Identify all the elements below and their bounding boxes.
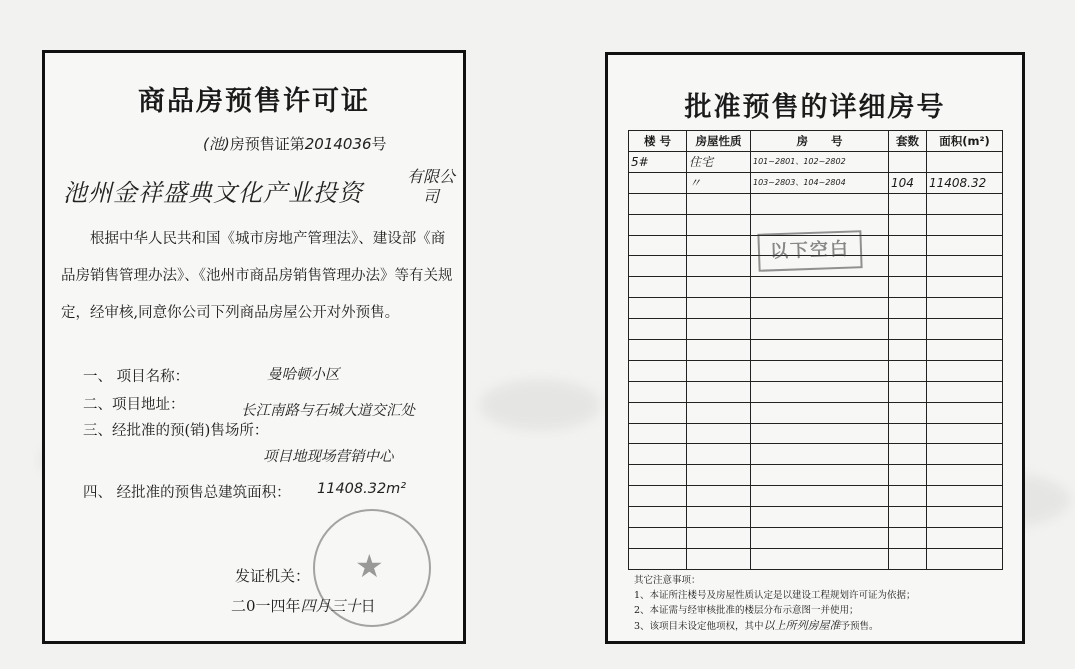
empty-cell bbox=[889, 402, 927, 423]
empty-cell bbox=[629, 381, 687, 402]
empty-cell bbox=[927, 193, 1003, 214]
note-2: 2、本证需与经审核批准的楼层分布示意图一并使用； bbox=[634, 605, 859, 616]
presale-permit-panel bbox=[42, 50, 466, 644]
company-suffix: 有限公司 bbox=[406, 167, 455, 206]
note-1: 1、本证所注楼号及房屋性质认定是以建设工程规划许可证为依据； bbox=[634, 590, 916, 601]
empty-cell bbox=[751, 465, 889, 486]
empty-cell bbox=[751, 507, 889, 528]
empty-cell bbox=[687, 548, 751, 569]
empty-cell bbox=[889, 423, 927, 444]
empty-cell bbox=[889, 548, 927, 569]
empty-cell bbox=[927, 256, 1003, 277]
empty-cell bbox=[629, 277, 687, 298]
empty-cell bbox=[751, 277, 889, 298]
item1-value: 曼哈顿小区 bbox=[267, 367, 340, 383]
empty-cell bbox=[889, 235, 927, 256]
empty-cell bbox=[687, 444, 751, 465]
cert-suffix: 号 bbox=[371, 135, 387, 153]
col-count: 套数 bbox=[889, 131, 927, 152]
empty-cell bbox=[927, 548, 1003, 569]
empty-cell bbox=[687, 423, 751, 444]
empty-cell bbox=[751, 444, 889, 465]
empty-cell bbox=[927, 214, 1003, 235]
empty-cell bbox=[751, 486, 889, 507]
company-name: 池州金祥盛典文化产业投资 bbox=[63, 179, 363, 207]
empty-cell bbox=[751, 319, 889, 340]
cell-area bbox=[927, 152, 1003, 173]
empty-cell bbox=[687, 360, 751, 381]
cell-building: 5# bbox=[629, 152, 687, 173]
cell-count bbox=[889, 152, 927, 173]
table-row bbox=[629, 277, 1003, 298]
table-row bbox=[629, 319, 1003, 340]
item4-value: 11408.32m² bbox=[317, 481, 407, 497]
empty-cell bbox=[751, 340, 889, 361]
cell-type: 住宅 bbox=[687, 152, 751, 173]
item1-label: 一、 项目名称： bbox=[83, 369, 190, 385]
empty-cell bbox=[889, 277, 927, 298]
empty-cell bbox=[927, 465, 1003, 486]
empty-cell bbox=[629, 340, 687, 361]
cell-type: 〃 bbox=[687, 172, 751, 193]
cert-prefix: (池) bbox=[203, 135, 230, 153]
empty-cell bbox=[629, 193, 687, 214]
permit-body bbox=[61, 221, 456, 332]
empty-cell bbox=[687, 340, 751, 361]
empty-cell bbox=[927, 528, 1003, 549]
room-detail-title: 批准预售的详细房号 bbox=[684, 92, 946, 123]
empty-cell bbox=[927, 277, 1003, 298]
empty-cell bbox=[629, 444, 687, 465]
empty-cell bbox=[889, 465, 927, 486]
empty-cell bbox=[889, 444, 927, 465]
empty-cell bbox=[751, 423, 889, 444]
empty-cell bbox=[629, 298, 687, 319]
empty-cell bbox=[751, 381, 889, 402]
col-type: 房屋性质 bbox=[687, 131, 751, 152]
empty-cell bbox=[687, 319, 751, 340]
empty-cell bbox=[927, 507, 1003, 528]
cell-count: 104 bbox=[889, 172, 927, 193]
cell-building bbox=[629, 172, 687, 193]
empty-cell bbox=[629, 319, 687, 340]
certificate-number bbox=[203, 133, 387, 154]
cell-area: 11408.32 bbox=[927, 172, 1003, 193]
empty-cell bbox=[687, 235, 751, 256]
empty-cell bbox=[687, 402, 751, 423]
empty-cell bbox=[687, 277, 751, 298]
item3-value: 项目地现场营销中心 bbox=[263, 449, 394, 465]
col-area: 面积(m²) bbox=[927, 131, 1003, 152]
table-row bbox=[629, 548, 1003, 569]
empty-cell bbox=[629, 423, 687, 444]
empty-cell bbox=[687, 486, 751, 507]
empty-cell bbox=[927, 444, 1003, 465]
empty-cell bbox=[629, 528, 687, 549]
empty-cell bbox=[927, 319, 1003, 340]
empty-cell bbox=[629, 235, 687, 256]
issuer-label: 发证机关： bbox=[235, 567, 311, 585]
empty-cell bbox=[629, 507, 687, 528]
empty-cell bbox=[629, 486, 687, 507]
note-3-b: 予预售。 bbox=[840, 621, 879, 632]
empty-cell bbox=[687, 528, 751, 549]
notes-title: 其它注意事项： bbox=[634, 575, 701, 586]
table-row bbox=[629, 423, 1003, 444]
empty-cell bbox=[687, 214, 751, 235]
empty-cell bbox=[687, 193, 751, 214]
cell-rooms: 101~2801、102~2802 bbox=[751, 152, 889, 173]
note-3-a: 3、该项目未设定他项权，其中 bbox=[634, 621, 764, 632]
item2-label: 二、项目地址： bbox=[83, 397, 185, 413]
table-row bbox=[629, 172, 1003, 193]
empty-cell bbox=[629, 360, 687, 381]
empty-cell bbox=[751, 548, 889, 569]
empty-cell bbox=[889, 528, 927, 549]
table-row bbox=[629, 381, 1003, 402]
empty-cell bbox=[927, 486, 1003, 507]
table-row bbox=[629, 193, 1003, 214]
table-row bbox=[629, 298, 1003, 319]
empty-cell bbox=[927, 340, 1003, 361]
table-row bbox=[629, 360, 1003, 381]
empty-cell bbox=[889, 381, 927, 402]
empty-cell bbox=[751, 528, 889, 549]
room-detail-panel bbox=[605, 52, 1025, 644]
empty-cell bbox=[889, 319, 927, 340]
empty-cell bbox=[687, 507, 751, 528]
empty-cell bbox=[889, 214, 927, 235]
empty-cell bbox=[751, 298, 889, 319]
empty-cell bbox=[927, 235, 1003, 256]
item4-label: 四、 经批准的预售总建筑面积： bbox=[83, 485, 291, 501]
empty-cell bbox=[629, 402, 687, 423]
room-table bbox=[628, 130, 1003, 570]
note-3 bbox=[634, 618, 1004, 634]
issue-date bbox=[231, 595, 376, 616]
empty-cell bbox=[927, 360, 1003, 381]
empty-cell bbox=[629, 256, 687, 277]
date-hand: 四月三十 bbox=[300, 597, 361, 615]
cell-rooms: 103~2803、104~2804 bbox=[751, 172, 889, 193]
empty-cell bbox=[629, 465, 687, 486]
cert-number: 2014036 bbox=[304, 135, 372, 153]
table-header-row bbox=[629, 131, 1003, 152]
empty-cell bbox=[889, 507, 927, 528]
empty-cell bbox=[927, 423, 1003, 444]
empty-cell bbox=[687, 465, 751, 486]
empty-cell bbox=[687, 298, 751, 319]
empty-cell bbox=[889, 486, 927, 507]
empty-cell bbox=[687, 256, 751, 277]
empty-cell bbox=[889, 360, 927, 381]
empty-cell bbox=[927, 402, 1003, 423]
empty-cell bbox=[751, 402, 889, 423]
empty-cell bbox=[889, 256, 927, 277]
table-row bbox=[629, 486, 1003, 507]
empty-cell bbox=[751, 193, 889, 214]
table-row bbox=[629, 465, 1003, 486]
empty-cell bbox=[889, 340, 927, 361]
permit-title: 商品房预售许可证 bbox=[138, 86, 370, 117]
col-building: 楼 号 bbox=[629, 131, 687, 152]
table-row bbox=[629, 528, 1003, 549]
empty-cell bbox=[927, 381, 1003, 402]
empty-cell bbox=[629, 548, 687, 569]
table-row bbox=[629, 340, 1003, 361]
table-row bbox=[629, 402, 1003, 423]
item2-value: 长江南路与石城大道交汇处 bbox=[241, 403, 415, 419]
date-prefix: 二0一四年 bbox=[231, 597, 301, 615]
note-3-hand: 以上所列房屋准 bbox=[763, 619, 841, 632]
permit-paragraph: 根据中华人民共和国《城市房地产管理法》、建设部《商品房销售管理办法》、《池州市商品房销售管理办法》等有关规定，经审核,同意你公司下列商品房屋公开对外预售。 bbox=[61, 231, 453, 321]
notes bbox=[634, 573, 1004, 634]
empty-cell bbox=[687, 381, 751, 402]
blank-below-stamp: 以下空白 bbox=[757, 230, 862, 272]
empty-cell bbox=[927, 298, 1003, 319]
item3-label: 三、经批准的预(销)售场所： bbox=[83, 423, 269, 439]
seal-star-icon: ★ bbox=[355, 547, 384, 585]
empty-cell bbox=[751, 360, 889, 381]
cert-text: 房预售证第 bbox=[229, 135, 305, 153]
empty-cell bbox=[629, 214, 687, 235]
date-suffix: 日 bbox=[360, 597, 376, 615]
empty-cell bbox=[889, 298, 927, 319]
col-rooms: 房 号 bbox=[751, 131, 889, 152]
table-row bbox=[629, 152, 1003, 173]
table-row bbox=[629, 444, 1003, 465]
empty-cell bbox=[889, 193, 927, 214]
table-row bbox=[629, 507, 1003, 528]
